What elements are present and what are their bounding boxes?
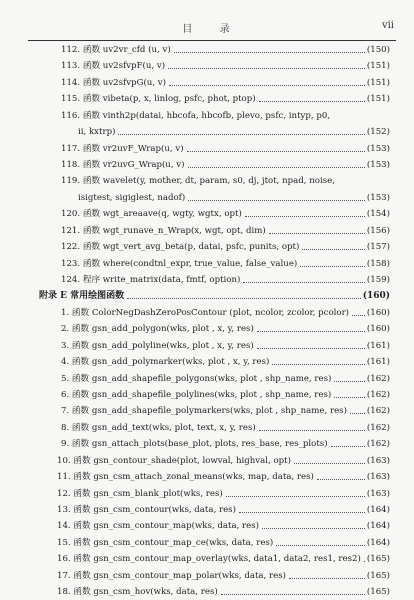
toc-entry: 13. 函数 gsn_csm_contour(wks, data, res) (164)	[57, 504, 390, 515]
page-number: vii	[381, 20, 394, 31]
toc-entry: 114. 函数 uv2sfvpG(u, v) (151)	[61, 77, 390, 88]
toc-entry: 116. 函数 vinth2p(datai, hbcofa, hbcofb, plevo, psfc, intyp, p0,	[61, 110, 331, 121]
toc-entry: 121. 函数 wgt_runave_n_Wrap(x, wgt, opt, dim) (156)	[61, 225, 390, 236]
toc-entry: 16. 函数 gsn_csm_contour_map_overlay(wks, data1, data2, res1, res2) (165)	[57, 554, 390, 565]
toc-entry: 124. 程序 write_matrix(data, fmtf, option) (159)	[61, 274, 390, 285]
toc-entry: 122. 函数 wgt_vert_avg_beta(p, datai, psfc, punits, opt) (157)	[61, 242, 390, 253]
toc-entry: 6. 函数 gsn_add_shapefile_polylines(wks, plot , shp_name, res) (162)	[61, 389, 390, 400]
toc-entry: 4. 函数 gsn_add_polymarker(wks, plot , x, y, res) (161)	[61, 357, 390, 368]
toc-entry: 7. 函数 gsn_add_shapefile_polymarkers(wks, plot , shp_name, res) (162)	[61, 406, 390, 417]
toc-entry: 117. 函数 vr2uvF_Wrap(u, v) (153)	[61, 143, 390, 154]
toc-entry: 12. 函数 gsn_csm_blank_plot(wks, res) (163)	[57, 488, 390, 499]
toc-entry: 118. 函数 vr2uvG_Wrap(u, v) (153)	[61, 160, 390, 170]
toc-entry: 3. 函数 gsn_add_polyline(wks, plot , x, y, res) (161)	[61, 340, 390, 351]
toc-entry: 115. 函数 vibeta(p, x, linlog, psfc, phot, ptop) (151)	[61, 94, 390, 105]
page-title: 目 录	[182, 24, 242, 35]
toc-entry: 123. 函数 where(condtnl_expr, true_value, false_value) (158)	[61, 258, 390, 269]
page-header	[28, 18, 396, 41]
toc-entry: 120. 函数 wgt_areaave(q, wgty, wgtx, opt) (154)	[61, 209, 390, 220]
toc-entry-continued: isigtest, sigiglest, nadof) (153)	[78, 192, 390, 203]
toc-section-heading: 附录 E 常用绘图函数 (160)	[39, 291, 390, 302]
toc-entry: 17. 函数 gsn_csm_contour_map_polar(wks, data, res) (165)	[57, 570, 390, 581]
toc-entry: 14. 函数 gsn_csm_contour_map(wks, data, res) (164)	[57, 521, 390, 532]
toc-entry: 9. 函数 gsn_attach_plots(base_plot, plots, res_base, res_plots) (162)	[61, 439, 390, 450]
toc-entry: 119. 函数 wavelet(y, mother, dt, param, s0, dj, jtot, npad, noise,	[61, 176, 335, 187]
toc-entry: 5. 函数 gsn_add_shapefile_polygons(wks, plot , shp_name, res) (162)	[61, 373, 390, 384]
toc-entry: 112. 函数 uv2vr_cfd (u, v) (150)	[61, 45, 390, 55]
toc-entry: 1. 函数 ColorNegDashZeroPosContour (plot, ncolor, zcolor, pcolor) (160)	[61, 307, 390, 318]
toc-entry: 10. 函数 gsn_contour_shade(plot, lowval, highval, opt) (163)	[57, 455, 390, 466]
toc-entry: 8. 函数 gsn_add_text(wks, plot, text, x, y, res) (162)	[61, 422, 390, 433]
toc-entry: 11. 函数 gsn_csm_attach_zonal_means(wks, map, data, res) (163)	[57, 472, 390, 482]
toc-entry: 113. 函数 uv2sfvpF(u, v) (151)	[61, 61, 390, 72]
toc-entry: 18. 函数 gsn_csm_hov(wks, data, res) (165)	[57, 587, 390, 597]
toc-entry: 2. 函数 gsn_add_polygon(wks, plot , x, y, res) (160)	[61, 324, 390, 335]
toc-entry-continued: ii, kxtrp) (152)	[78, 127, 390, 138]
toc-entry: 15. 函数 gsn_csm_contour_map_ce(wks, data, res) (164)	[57, 537, 390, 548]
